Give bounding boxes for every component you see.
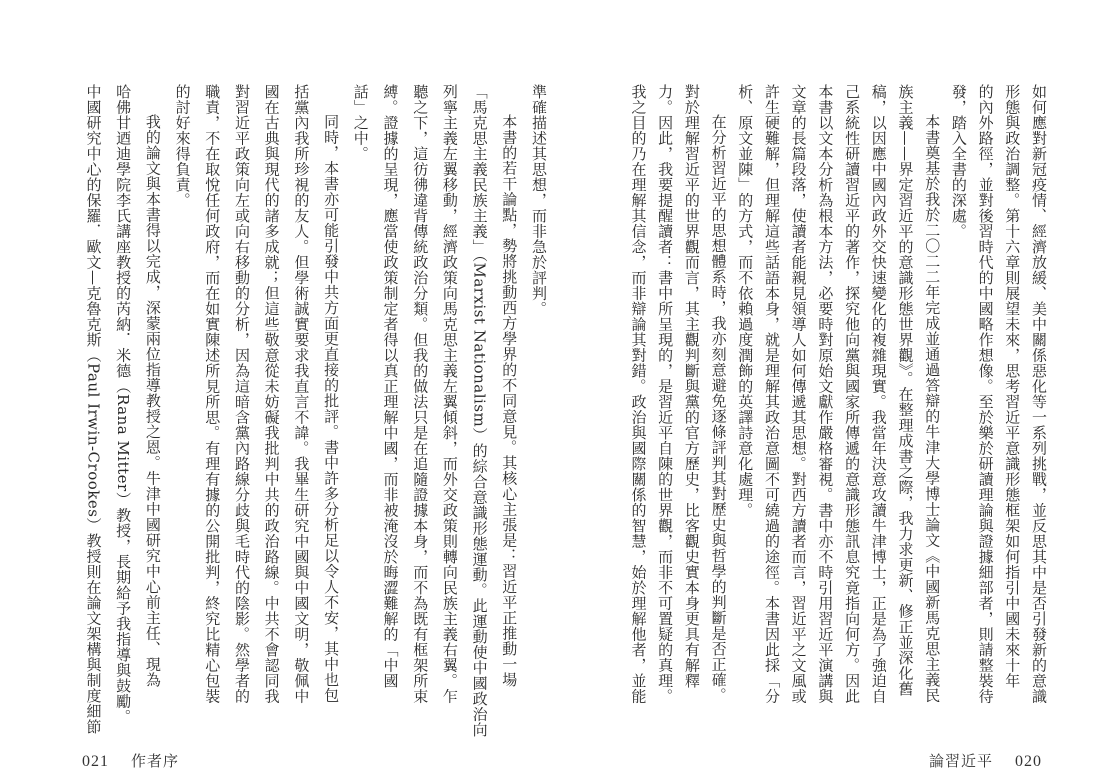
text-column: 準確描述其思想，而非急於評判。 xyxy=(530,84,548,317)
text-column: 對於理解習近平的世界觀而言，其主觀判斷與黨的官方歷史，比客觀史實本身更具有解釋 xyxy=(682,84,701,689)
text-column: 如何應對新冠疫情、經濟放緩、美中關係惡化等一系列挑戰，並反思其中是否引發新的意識 xyxy=(1030,84,1048,704)
text-column: 話」之中。 xyxy=(351,84,370,162)
running-header-left: 作者序 xyxy=(131,752,180,770)
text-column: 的討好來得負責。 xyxy=(173,84,192,208)
text-column: 稿，以因應中國內政外交快速變化的複雜現實。我當年決意攻讀牛津博士，正是為了強迫自 xyxy=(869,84,888,704)
text-column: 發，踏入全書的深處。 xyxy=(949,84,968,239)
text-column: 同時，本書亦可能引發中共方面更直接的批評。書中許多分析足以令人不安，其中也包 xyxy=(322,114,341,703)
text-column: 「馬克思主義民族主義」（Marxist Nationalism）的綜合意識形態運動。此運動使中國政治向 xyxy=(470,84,489,738)
text-column: 族主義——界定習近平的意識形態世界觀》。在整理成書之際，我力求更新、修正並深化舊 xyxy=(896,84,915,697)
text-column: 本書奠基於我於二〇二二年完成並通過答辯的牛津大學博士論文《中國新馬克思主義民 xyxy=(923,114,942,703)
text-column: 我之目的乃在理解其信念，而非辯論其對錯。政治與國際關係的智慧，始於理解他者，並能 xyxy=(629,84,648,704)
text-column: 力。因此，我要提醒讀者：書中所呈現的，是習近平自陳的世界觀，而非不可置疑的真理。 xyxy=(656,84,675,704)
text-column: 許生硬難解，但理解這些話語本身，就是理解其政治意圖不可繞過的途徑。本書因此採「分 xyxy=(762,84,781,704)
text-column: 國在古典與現代的諸多成就；但這些敬意從未妨礙我批判中共的政治路線。中共不會認同我 xyxy=(262,84,281,704)
right-page-body xyxy=(622,84,1052,738)
page-number-right: 020 xyxy=(1015,753,1042,770)
text-column: 中國研究中心的保羅．歐文—克魯克斯（Paul Irwin-Crookes）教授則在論文架構與制度細節 xyxy=(84,84,103,735)
running-header-right: 論習近平 xyxy=(928,752,993,770)
text-column: 對習近平政策向左或向右移動的分析，因為這暗含黨內路線分歧與毛時代的陰影。然學者的 xyxy=(232,84,251,704)
text-column: 本書的若干論點，勢將挑動西方學界的不同意見。其核心主張是：習近平正推動一場 xyxy=(500,114,519,688)
text-column: 在分析習近平的思想體系時，我亦刻意避免逐條評判其對歷史與哲學的判斷是否正確。 xyxy=(709,114,728,703)
text-column: 括黨內我所珍視的友人。但學術誠實要求我直言不諱。我畢生研究中國與中國文明，敬佩中 xyxy=(292,84,311,704)
text-column: 我的論文與本書得以完成，深蒙兩位指導教授之恩。牛津中國研究中心前主任、現為 xyxy=(143,114,162,688)
text-column: 職責，不在取悅任何政府，而在如實陳述所見所思。有理有據的公開批判，終究比精心包裝 xyxy=(203,84,222,704)
text-column: 本書以文本分析為根本方法，必要時對原始文獻作嚴格審視。書中亦不時引用習近平演講與 xyxy=(816,84,835,704)
text-column: 哈佛甘迺迪學院李氏講座教授的芮納．米德（Rana Mitter）教授，長期給予我指導與鼓勵。 xyxy=(114,84,133,725)
right-page-footer xyxy=(929,750,1042,771)
text-column: 縛。證據的呈現，應當使政策制定者得以真正理解中國，而非被淹沒於晦澀難解的「中國 xyxy=(381,84,400,689)
text-column: 形態與政治調整。第十六章則展望未來，思考習近平意識形態框架如何指引中國未來十年 xyxy=(1003,84,1022,689)
text-column: 聽之下，這彷彿違背傳統政治分類。但我的做法只是在追隨證據本身，而不為既有框架所束 xyxy=(411,84,430,704)
text-column: 的內外路徑，並對後習時代的中國略作想像。至於樂於研讀理論與證據細部者，則請整裝待 xyxy=(976,84,995,704)
text-column: 己系統性研讀習近平的著作，探究他向黨與國家所傳遞的意識形態訊息究竟指向何方。因此 xyxy=(843,84,862,704)
page-number-left: 021 xyxy=(82,753,109,770)
left-page-footer xyxy=(82,750,179,771)
text-column: 列寧主義左翼移動，經濟政策向馬克思主義左翼傾斜，而外交政策則轉向民族主義右翼。乍 xyxy=(440,84,459,704)
text-column: 文章的長篇段落，使讀者能親見領導人如何傳遞其思想。對西方讀者而言，習近平之文風或 xyxy=(789,84,808,704)
left-page-body xyxy=(78,84,553,738)
text-column: 析、原文並陳」的方式，而不依賴過度潤飾的英譯詩意化處理。 xyxy=(736,84,755,518)
